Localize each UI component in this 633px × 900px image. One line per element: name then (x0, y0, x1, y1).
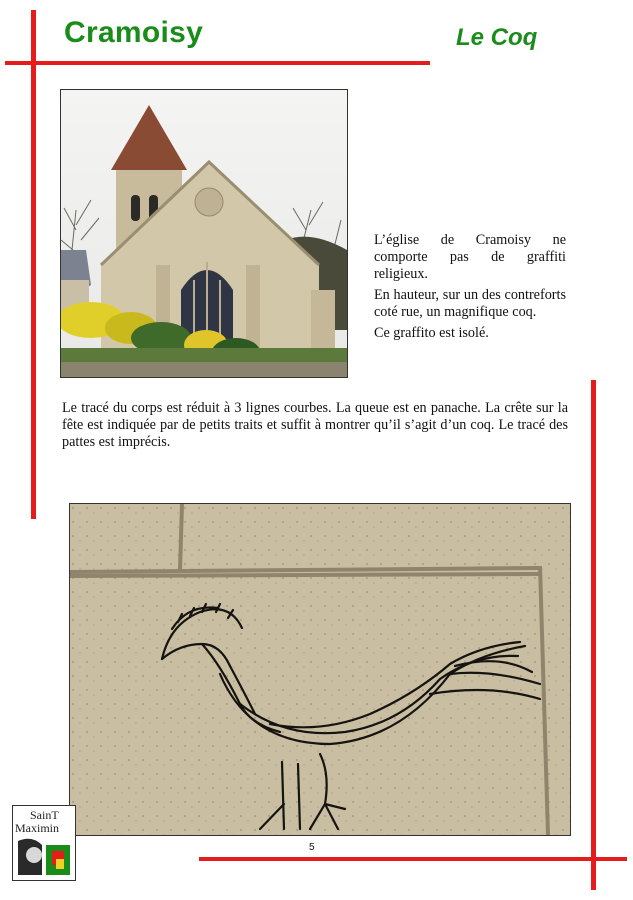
red-rule-right (591, 380, 596, 890)
church-illustration (61, 90, 347, 377)
side-paragraph: En hauteur, sur un des contreforts coté rue, un magnifique coq. (374, 287, 566, 320)
saint-maximin-logo (12, 805, 76, 881)
side-paragraph: L’église de Cramoisy ne comporte pas de graffiti religieux. (374, 232, 566, 282)
body-paragraph: Le tracé du corps est réduit à 3 lignes courbes. La queue est en panache. La crête sur la fête est indiquée par de petits traits et suffit à montrer qu’il s’agit d’un coq. Le tracé des pattes est imprécis. (62, 400, 568, 450)
page-title: Cramoisy (64, 16, 204, 49)
red-rule-left (31, 10, 36, 519)
svg-text:SainT: SainT (30, 808, 59, 822)
logo-graphic (12, 805, 76, 881)
red-rule-bottom (199, 857, 627, 861)
rooster-graffito-illustration (70, 504, 570, 835)
red-rule-top (5, 61, 430, 65)
side-paragraph: Ce graffito est isolé. (374, 325, 489, 341)
svg-text:Maximin: Maximin (15, 821, 59, 835)
church-photo (60, 89, 348, 378)
page-number: 5 (309, 842, 315, 853)
page-subtitle: Le Coq (456, 24, 538, 51)
graffiti-photo (69, 503, 571, 836)
side-description (374, 232, 566, 346)
